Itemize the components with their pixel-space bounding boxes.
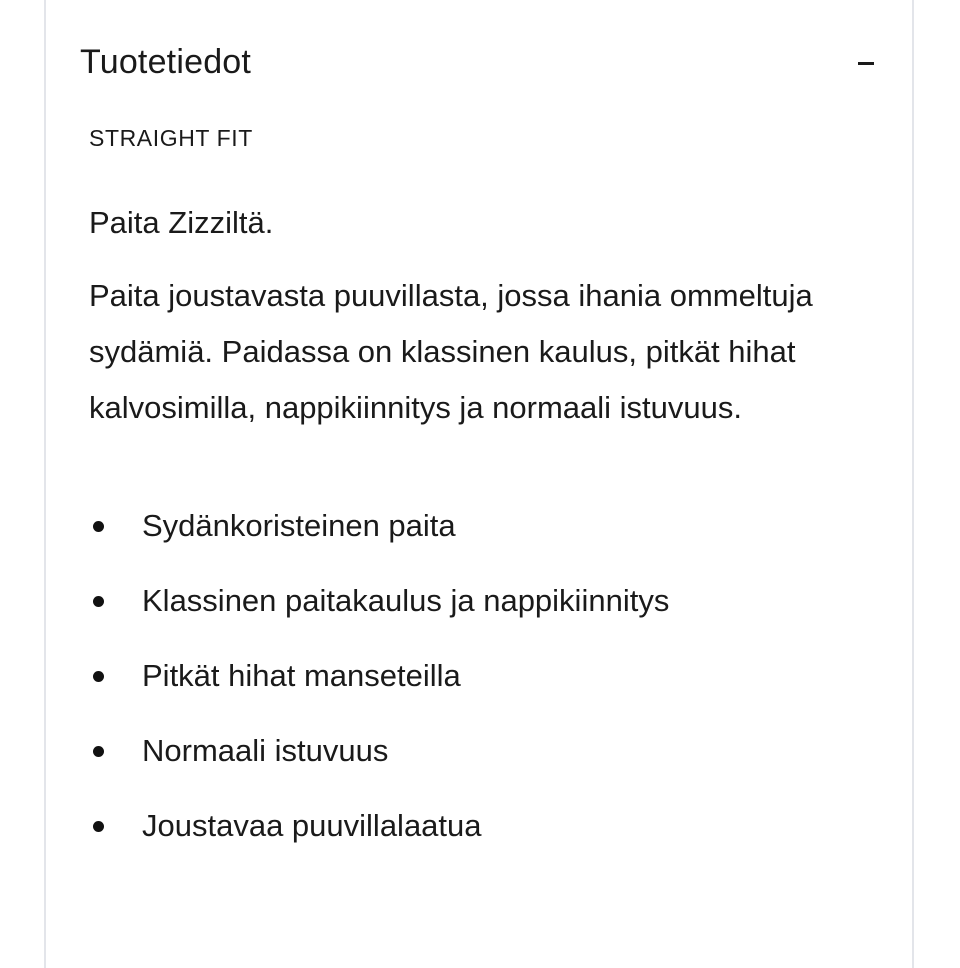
accordion-header-product-details[interactable]	[80, 36, 880, 86]
feature-text: Normaali istuvuus	[142, 733, 389, 768]
long-description: Paita joustavasta puuvillasta, jossa ihania ommeltuja sydämiä. Paidassa on klassinen kaulus, pitkät hihat kalvosimilla, nappikiinnitys ja normaali istuvuus.	[89, 278, 813, 425]
bullet-icon	[93, 671, 104, 682]
feature-item	[89, 658, 889, 733]
feature-list	[89, 508, 889, 883]
bullet-icon	[93, 596, 104, 607]
bullet-icon	[93, 521, 104, 532]
collapse-toggle-button[interactable]	[856, 42, 880, 82]
feature-item	[89, 733, 889, 808]
feature-text: Klassinen paitakaulus ja nappikiinnitys	[142, 583, 670, 618]
short-description: Paita Zizziltä.	[89, 205, 274, 240]
feature-item	[89, 508, 889, 583]
product-details-content	[89, 118, 889, 883]
bullet-icon	[93, 746, 104, 757]
fit-label: STRAIGHT FIT	[89, 125, 253, 151]
feature-text: Pitkät hihat manseteilla	[142, 658, 461, 693]
feature-text: Joustavaa puuvillalaatua	[142, 808, 482, 843]
feature-item	[89, 808, 889, 883]
feature-text: Sydänkoristeinen paita	[142, 508, 456, 543]
accordion-title: Tuotetiedot	[80, 43, 252, 81]
bullet-icon	[93, 821, 104, 832]
minus-icon	[858, 62, 874, 65]
feature-item	[89, 583, 889, 658]
